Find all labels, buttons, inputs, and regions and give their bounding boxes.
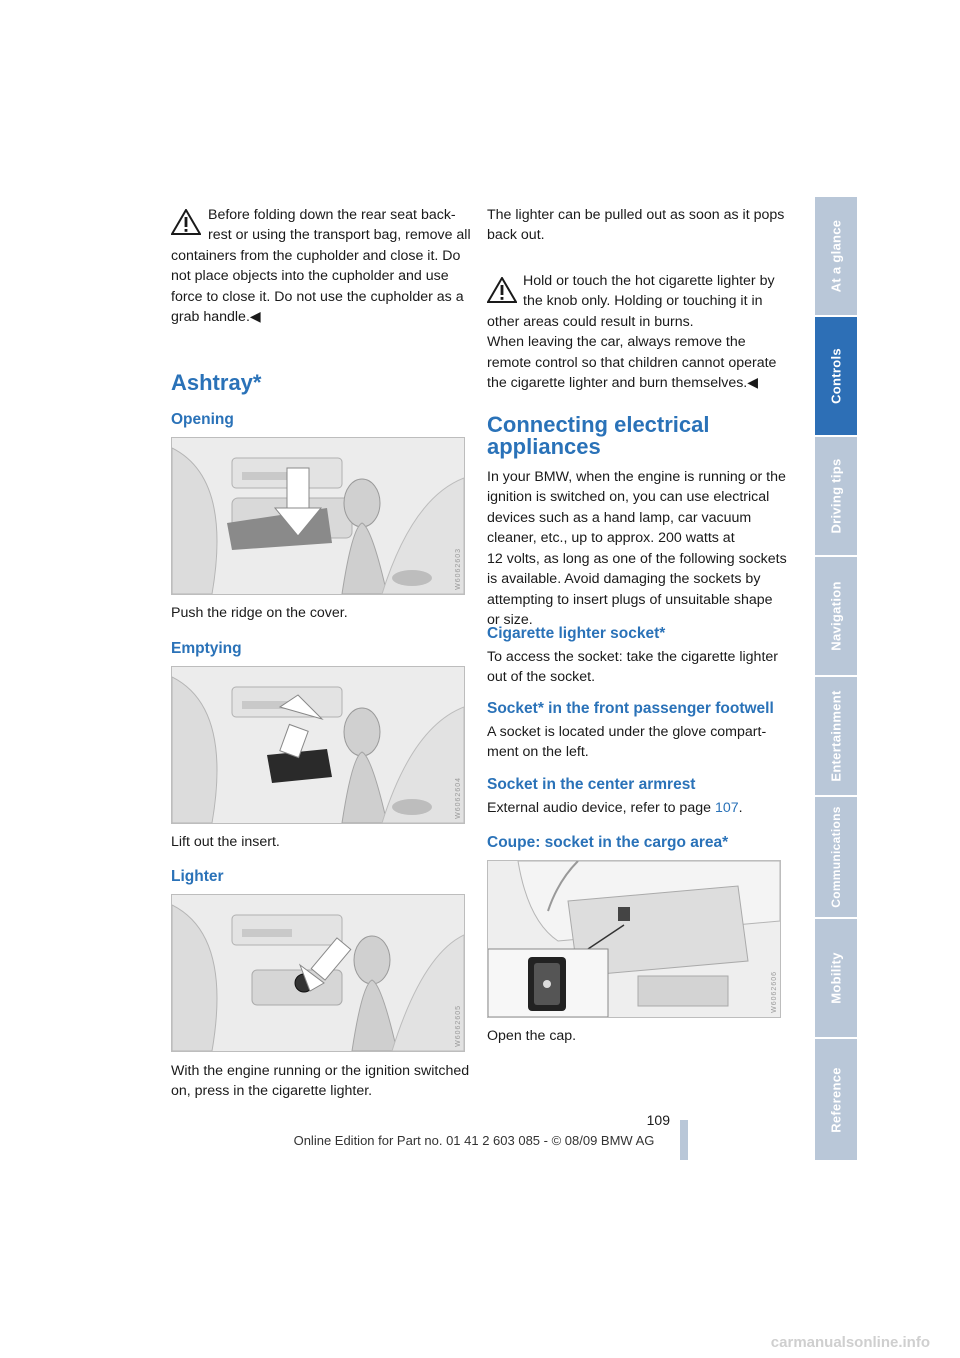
ashtray-title: Ashtray* — [171, 370, 262, 395]
connecting-line: 12 volts, as long as one of the following sockets — [487, 551, 787, 567]
warning-line: rest or using the transport bag, remove all — [208, 227, 471, 243]
emptying-title: Emptying — [171, 640, 242, 657]
passenger-line: A socket is located under the glove compart- — [487, 724, 767, 740]
lighter-line: With the engine running or the ignition switched — [171, 1063, 470, 1079]
connecting-title-line: Connecting electrical — [487, 412, 710, 437]
tab-mobility[interactable]: Mobility — [815, 919, 857, 1039]
coupe-socket-title: Coupe: socket in the cargo area* — [487, 834, 729, 851]
tab-navigation[interactable]: Navigation — [815, 557, 857, 677]
emptying-caption: Lift out the insert. — [171, 834, 280, 850]
tab-controls[interactable]: Controls — [815, 317, 857, 437]
warning-line: force to close it. Do not use the cupholder as a — [171, 289, 464, 305]
page-link[interactable]: 107 — [714, 800, 739, 816]
lighter-title: Lighter — [171, 868, 224, 885]
warning-icon — [487, 277, 517, 303]
warning-line: containers from the cupholder and close it. Do — [171, 248, 461, 264]
hot-line: the knob only. Holding or touching it in — [523, 293, 763, 309]
connecting-line: attempting to insert plugs of unsuitable shape — [487, 592, 773, 608]
pop-line: The lighter can be pulled out as soon as it pops — [487, 207, 785, 223]
connecting-line: cleaner, etc., up to approx. 200 watts at — [487, 530, 735, 546]
hot-line: Hold or touch the hot cigarette lighter by — [523, 273, 775, 289]
warning-line: Before folding down the rear seat back- — [208, 207, 456, 223]
connecting-title-line: appliances — [487, 434, 601, 459]
ashtray-opening-figure — [171, 437, 465, 595]
lighter-line: on, press in the cigarette lighter. — [171, 1083, 373, 1099]
passenger-socket-title: Socket* in the front passenger footwell — [487, 700, 774, 717]
tab-communications[interactable]: Communications — [815, 797, 857, 919]
coupe-caption: Open the cap. — [487, 1028, 577, 1044]
warning-line: not place objects into the cupholder and use — [171, 268, 449, 284]
armrest-line: External audio device, refer to page 107. — [487, 800, 743, 816]
figure-code: W6062605 — [455, 1005, 462, 1047]
edition-footer: Online Edition for Part no. 01 41 2 603 085 - © 08/09 BMW AG — [293, 1133, 655, 1148]
cargo-socket-figure — [487, 860, 781, 1018]
tab-driving-tips[interactable]: Driving tips — [815, 437, 857, 557]
pop-line: back out. — [487, 227, 545, 243]
watermark: carmanualsonline.info — [770, 1334, 930, 1351]
passenger-line: ment on the left. — [487, 744, 589, 760]
cig-socket-line: To access the socket: take the cigarette lighter — [487, 649, 778, 665]
watermark-bar — [0, 1334, 960, 1358]
connecting-line: ignition is switched on, you can use electrical — [487, 489, 770, 505]
warning-icon — [171, 209, 201, 235]
opening-title: Opening — [171, 411, 234, 428]
connecting-line: is available. Avoid damaging the sockets by — [487, 571, 761, 587]
warning-line: grab handle.◀ — [171, 309, 261, 325]
hot-line: remote control so that children cannot operate — [487, 355, 777, 371]
connecting-line: In your BMW, when the engine is running or the — [487, 469, 786, 485]
ashtray-emptying-figure — [171, 666, 465, 824]
figure-code: W6062603 — [455, 548, 462, 590]
armrest-socket-title: Socket in the center armrest — [487, 776, 696, 793]
cig-socket-line: out of the socket. — [487, 669, 596, 685]
page-number: 109 — [646, 1112, 670, 1128]
tab-at-a-glance[interactable]: At a glance — [815, 197, 857, 317]
tab-entertainment[interactable]: Entertainment — [815, 677, 857, 797]
hot-line: the cigarette lighter and burn themselves.◀ — [487, 375, 759, 391]
cig-socket-title: Cigarette lighter socket* — [487, 625, 666, 642]
tab-reference[interactable]: Reference — [815, 1039, 857, 1162]
hot-line: other areas could result in burns. — [487, 314, 694, 330]
connecting-line: devices such as a hand lamp, car vacuum — [487, 510, 752, 526]
hot-line: When leaving the car, always remove the — [487, 334, 746, 350]
lighter-figure — [171, 894, 465, 1052]
opening-caption: Push the ridge on the cover. — [171, 605, 348, 621]
figure-code: W6062606 — [771, 971, 778, 1013]
connecting-line: or size. — [487, 612, 533, 628]
figure-code: W6062604 — [455, 777, 462, 819]
